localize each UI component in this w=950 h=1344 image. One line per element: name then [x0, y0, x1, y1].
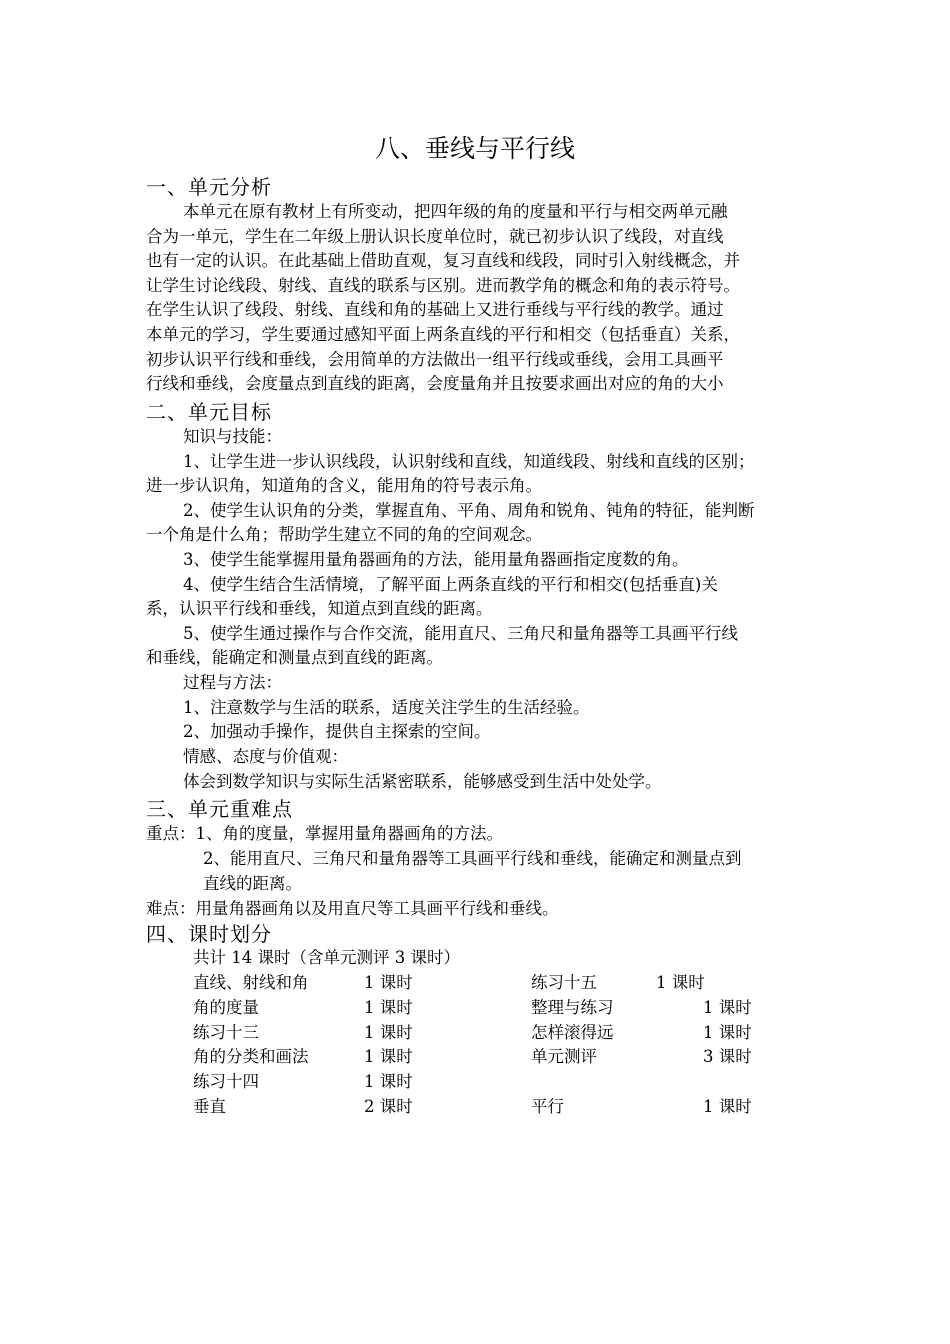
schedule-row: [0, 1070, 950, 1094]
goal-5-line-2: 和垂线，能确定和测量点到直线的距离。: [146, 648, 443, 667]
process-2: 2、加强动手操作，提供自主探索的空间。: [183, 722, 491, 741]
lesson-hours: 3 课时: [703, 1047, 752, 1067]
schedule-row: [0, 1045, 950, 1069]
analysis-line: 初步认识平行线和垂线，会用简单的方法做出一组平行线或垂线，会用工具画平: [146, 349, 724, 369]
lesson-hours: 1 课时: [364, 1072, 413, 1092]
goal-2-line-1: 2、使学生认识角的分类，掌握直角、平角、周角和锐角、钝角的特征，能判断: [183, 501, 755, 520]
process-1: 1、注意数学与生活的联系，适度关注学生的生活经验。: [183, 698, 590, 717]
lesson-hours: 2 课时: [364, 1097, 413, 1116]
schedule-total: 共计 14 课时（含单元测评 3 课时）: [193, 948, 460, 967]
goal-3: 3、使学生能掌握用量角器画角的方法，能用量角器画指定度数的角。: [183, 550, 689, 569]
goal-1-line-2: 进一步认识角，知道角的含义，能用角的符号表示角。: [146, 476, 542, 495]
page-title: 八、垂线与平行线: [374, 134, 575, 163]
analysis-line: 行线和垂线，会度量点到直线的距离，会度量角并且按要求画出对应的角的大小: [146, 374, 724, 394]
process-methods-label: 过程与方法：: [183, 673, 282, 692]
knowledge-skills-label: 知识与技能：: [183, 427, 282, 446]
lesson-name: 练习十四: [193, 1072, 259, 1092]
section-heading-goals: 二、单元目标: [146, 400, 272, 424]
section-heading-schedule: 四、课时划分: [146, 922, 272, 946]
key-point-2-line-1: 2、能用直尺、三角尺和量角器等工具画平行线和垂线，能确定和测量点到: [203, 849, 742, 868]
schedule-row: [0, 1021, 950, 1045]
emotion-1: 体会到数学知识与实际生活紧密联系，能够感受到生活中处处学。: [183, 772, 662, 791]
lesson-name: 角的分类和画法: [193, 1047, 309, 1067]
goal-4-line-2: 系，认识平行线和垂线，知道点到直线的距离。: [146, 599, 493, 618]
emotion-attitude-label: 情感、态度与价值观：: [183, 747, 348, 766]
analysis-line: 合为一单元，学生在二年级上册认识长度单位时，就已初步认识了线段，对直线: [146, 226, 724, 246]
lesson-hours: 1 课时: [703, 1022, 752, 1042]
goal-2-line-2: 一个角是什么角；帮助学生建立不同的角的空间观念。: [146, 525, 542, 544]
lesson-hours: 1 课时: [364, 1047, 413, 1067]
lesson-name: 练习十五: [531, 973, 597, 992]
lesson-hours: 1 课时: [364, 973, 413, 992]
key-point-1: 重点：1、角的度量，掌握用量角器画角的方法。: [146, 824, 503, 843]
lesson-name: 单元测评: [531, 1047, 597, 1067]
lesson-name: 角的度量: [193, 997, 259, 1017]
goal-4-line-1: 4、使学生结合生活情境，了解平面上两条直线的平行和相交(包括垂直)关: [183, 575, 718, 594]
lesson-name: 怎样滚得远: [531, 1022, 614, 1042]
schedule-row: [0, 1095, 950, 1119]
section-heading-key-points: 三、单元重难点: [146, 797, 293, 821]
analysis-line: 也有一定的认识。在此基础上借助直观，复习直线和线段，同时引入射线概念，并: [146, 251, 740, 271]
schedule-row: [0, 996, 950, 1020]
analysis-line: 让学生讨论线段、射线、直线的联系与区别。进而教学角的概念和角的表示符号。: [146, 275, 740, 295]
lesson-name: 整理与练习: [531, 997, 614, 1017]
lesson-hours: 1 课时: [703, 1097, 752, 1116]
analysis-line: 本单元的学习，学生要通过感知平面上两条直线的平行和相交（包括垂直）关系，: [146, 325, 740, 344]
lesson-name: 练习十三: [193, 1022, 259, 1042]
lesson-hours: 1 课时: [703, 997, 752, 1017]
lesson-hours: 1 课时: [656, 973, 705, 992]
lesson-hours: 1 课时: [364, 997, 413, 1017]
analysis-line: 本单元在原有教材上有所变动，把四年级的角的度量和平行与相交两单元融: [183, 202, 728, 221]
goal-1-line-1: 1、让学生进一步认识线段，认识射线和直线，知道线段、射线和直线的区别；: [183, 452, 755, 471]
difficult-point: 难点：用量角器画角以及用直尺等工具画平行线和垂线。: [146, 899, 559, 918]
analysis-line: 在学生认识了线段、射线、直线和角的基础上又进行垂线与平行线的教学。通过: [146, 300, 724, 320]
lesson-name: 平行: [531, 1097, 564, 1116]
lesson-name: 垂直: [193, 1097, 226, 1116]
lesson-hours: 1 课时: [364, 1022, 413, 1042]
lesson-name: 直线、射线和角: [193, 973, 309, 992]
goal-5-line-1: 5、使学生通过操作与合作交流，能用直尺、三角尺和量角器等工具画平行线: [183, 624, 738, 643]
key-point-2-line-2: 直线的距离。: [203, 874, 302, 893]
schedule-row: [0, 971, 950, 995]
section-heading-analysis: 一、单元分析: [146, 175, 272, 199]
